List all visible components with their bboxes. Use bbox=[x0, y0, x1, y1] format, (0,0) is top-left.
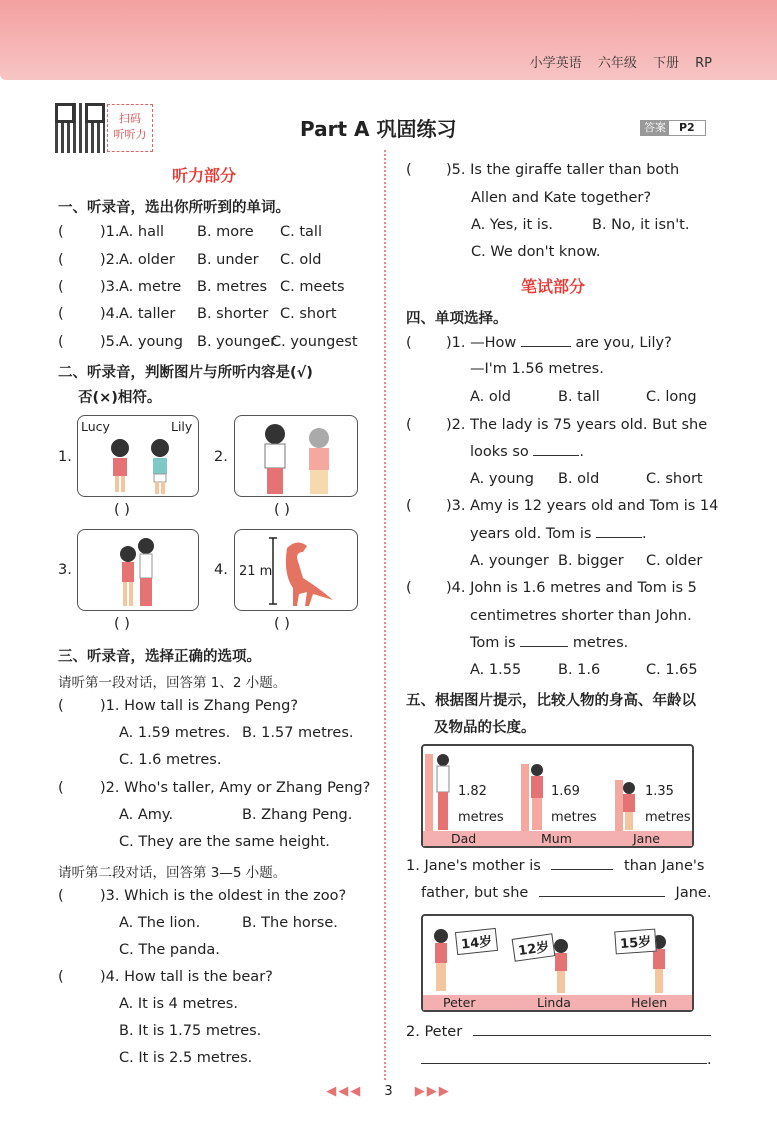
age-sign: 12岁 bbox=[512, 933, 556, 961]
column-divider bbox=[384, 150, 386, 1080]
s1-option: A. hall bbox=[119, 224, 165, 240]
label-lucy: Lucy bbox=[81, 419, 110, 434]
s4-q2-c: C. short bbox=[646, 471, 703, 487]
s4-q1-c: C. long bbox=[646, 389, 697, 405]
s4-q4-a: A. 1.55 bbox=[470, 662, 522, 678]
s1-paren[interactable]: ( bbox=[58, 334, 64, 350]
s2-title-1: 二、听录音，判断图片与所听内容是(√) bbox=[58, 365, 313, 381]
height-unit: metres bbox=[458, 810, 504, 825]
s5-q2-blank2[interactable] bbox=[421, 1063, 707, 1064]
pic-num: 1. bbox=[58, 449, 72, 465]
s4-q2-a: A. young bbox=[470, 471, 534, 487]
s4-q2-text-b: . bbox=[579, 444, 584, 460]
pic-num: 3. bbox=[58, 562, 72, 578]
s4-q1-text-b: are you, Lily? bbox=[575, 335, 672, 351]
picture-3 bbox=[77, 529, 199, 611]
page-footer bbox=[0, 1084, 777, 1099]
s5-title-2: 及物品的长度。 bbox=[434, 720, 536, 736]
height-value: 1.69 bbox=[551, 784, 580, 799]
s4-q3-a: A. younger bbox=[470, 553, 549, 569]
s3-q3: )3. Which is the oldest in the zoo? bbox=[100, 888, 347, 904]
s3-q4-b: B. It is 1.75 metres. bbox=[119, 1023, 262, 1039]
s5-q1-text-b: than Jane's bbox=[624, 858, 705, 874]
qr-code-icon[interactable] bbox=[55, 103, 105, 153]
age-sign: 14岁 bbox=[455, 928, 498, 955]
person-name: Linda bbox=[537, 995, 571, 1010]
height-unit: metres bbox=[551, 810, 597, 825]
s4-q4-text-a: Tom is bbox=[470, 635, 516, 651]
age-picture bbox=[421, 914, 694, 1012]
s1-option: A. taller bbox=[119, 306, 176, 322]
s3-q4-a: A. It is 4 metres. bbox=[119, 996, 238, 1012]
s3-q3-b: B. The horse. bbox=[242, 915, 338, 931]
picture-2 bbox=[234, 415, 358, 497]
s5-q1-line2 bbox=[421, 885, 711, 901]
s3-q3-c: C. The panda. bbox=[119, 942, 220, 958]
answer-tag bbox=[640, 120, 706, 136]
s1-item-num: )4. bbox=[100, 306, 120, 322]
header-edition: RP bbox=[695, 56, 712, 71]
s1-option: B. more bbox=[197, 224, 254, 240]
s3-q2-c: C. They are the same height. bbox=[119, 834, 330, 850]
s3-q3-a: A. The lion. bbox=[119, 915, 201, 931]
s3-q4-c: C. It is 2.5 metres. bbox=[119, 1050, 253, 1066]
pic-answer-paren[interactable]: ( ) bbox=[274, 502, 290, 518]
s5-q1-blank1[interactable] bbox=[551, 869, 613, 870]
s4-q3-b: B. bigger bbox=[558, 553, 624, 569]
s4-q2-text-a: looks so bbox=[470, 444, 529, 460]
height-unit: metres bbox=[645, 810, 691, 825]
person-name: Helen bbox=[631, 995, 668, 1010]
s4-q2-line2 bbox=[470, 444, 584, 460]
header-info bbox=[518, 52, 712, 71]
s3-q1-a: A. 1.59 metres. bbox=[119, 725, 231, 741]
s3-q2-a: A. Amy. bbox=[119, 807, 174, 823]
answer-page: P2 bbox=[679, 121, 695, 134]
s3-paren[interactable]: ( bbox=[58, 888, 64, 904]
s4-q1-text-a: )1. —How bbox=[446, 335, 517, 351]
s4-q1-blank[interactable] bbox=[521, 346, 571, 347]
s4-q3-text-b: . bbox=[642, 526, 647, 542]
s4-q4-b: B. 1.6 bbox=[558, 662, 601, 678]
s3-q5-b: B. No, it isn't. bbox=[592, 217, 690, 233]
s5-q1-blank2[interactable] bbox=[539, 896, 665, 897]
s4-q3-text-a: years old. Tom is bbox=[470, 526, 592, 542]
person-name: Dad bbox=[451, 831, 477, 846]
s3-paren[interactable]: ( bbox=[406, 162, 412, 178]
s4-q4-line2: centimetres shorter than John. bbox=[470, 608, 692, 624]
s4-q4-text-b: metres. bbox=[572, 635, 629, 651]
dino-height: 21 m bbox=[239, 564, 273, 579]
person-name: Peter bbox=[443, 995, 476, 1010]
s1-option: A. young bbox=[119, 334, 183, 350]
picture-1 bbox=[77, 415, 199, 497]
prev-arrows-icon[interactable]: ◀◀◀ bbox=[326, 1084, 363, 1099]
s5-q2-line2: . bbox=[421, 1052, 712, 1068]
s1-option: B. shorter bbox=[197, 306, 269, 322]
s3-q2: )2. Who's taller, Amy or Zhang Peng? bbox=[100, 780, 371, 796]
s1-item-num: )2. bbox=[100, 252, 120, 268]
s1-option: B. metres bbox=[197, 279, 268, 295]
s5-title-1: 五、根据图片提示，比较人物的身高、年龄以 bbox=[406, 693, 696, 709]
kids-illustration bbox=[78, 530, 198, 610]
height-value: 1.35 bbox=[645, 784, 674, 799]
header-grade: 六年级 bbox=[597, 56, 637, 71]
header-term: 下册 bbox=[652, 56, 679, 71]
s5-q1-text-d: Jane. bbox=[675, 885, 712, 901]
s4-q1-line2: —I'm 1.56 metres. bbox=[470, 361, 604, 377]
s1-paren[interactable]: ( bbox=[58, 279, 64, 295]
qr-label-line2: 听听力 bbox=[113, 128, 147, 141]
s3-q5-line1: )5. Is the giraffe taller than both bbox=[446, 162, 680, 178]
written-heading: 笔试部分 bbox=[521, 277, 586, 296]
s1-option: B. younger bbox=[197, 334, 277, 350]
s1-title: 一、听录音，选出你所听到的单词。 bbox=[58, 200, 290, 216]
s5-q2-blank1[interactable] bbox=[473, 1035, 711, 1036]
page-title: Part A 巩固练习 bbox=[300, 117, 457, 141]
s5-q2-text: 2. Peter bbox=[406, 1024, 463, 1040]
s4-title: 四、单项选择。 bbox=[406, 311, 508, 327]
s3-q5-line2: Allen and Kate together? bbox=[471, 190, 652, 206]
s3-q1-b: B. 1.57 metres. bbox=[242, 725, 354, 741]
s3-q4: )4. How tall is the bear? bbox=[100, 969, 273, 985]
s4-q4-c: C. 1.65 bbox=[646, 662, 698, 678]
s1-option: C. short bbox=[280, 306, 337, 322]
s1-option: A. metre bbox=[119, 279, 182, 295]
pic-answer-paren[interactable]: ( ) bbox=[114, 616, 130, 632]
label-lily: Lily bbox=[171, 419, 193, 434]
s3-paren[interactable]: ( bbox=[58, 969, 64, 985]
s4-q4-line3 bbox=[470, 635, 628, 651]
s4-paren[interactable]: ( bbox=[406, 417, 412, 433]
s3-title: 三、听录音，选择正确的选项。 bbox=[58, 649, 261, 665]
s5-q2 bbox=[406, 1024, 711, 1040]
s3-note2: 请听第二段对话，回答第 3—5 小题。 bbox=[58, 865, 287, 881]
s3-q1: )1. How tall is Zhang Peng? bbox=[100, 698, 299, 714]
s3-q1-c: C. 1.6 metres. bbox=[119, 752, 222, 768]
s4-q3-c: C. older bbox=[646, 553, 703, 569]
s5-q1-text-a: 1. Jane's mother is bbox=[406, 858, 541, 874]
s4-q2-blank[interactable] bbox=[533, 455, 579, 456]
s4-q2-line1: )2. The lady is 75 years old. But she bbox=[446, 417, 708, 433]
age-sign: 15岁 bbox=[614, 929, 657, 955]
couple-illustration bbox=[235, 416, 357, 496]
s1-option: C. meets bbox=[280, 279, 345, 295]
pic-answer-paren[interactable]: ( ) bbox=[114, 502, 130, 518]
s5-q1-text-c: father, but she bbox=[421, 885, 529, 901]
s1-option: B. under bbox=[197, 252, 259, 268]
s1-option: C. old bbox=[280, 252, 322, 268]
s1-item-num: )5. bbox=[100, 334, 120, 350]
s1-paren[interactable]: ( bbox=[58, 252, 64, 268]
next-arrows-icon[interactable]: ▶▶▶ bbox=[414, 1084, 451, 1099]
s3-note1: 请听第一段对话，回答第 1、2 小题。 bbox=[58, 675, 287, 691]
s4-q2-b: B. old bbox=[558, 471, 600, 487]
page-number: 3 bbox=[384, 1084, 393, 1099]
s1-option: A. older bbox=[119, 252, 175, 268]
s3-q2-b: B. Zhang Peng. bbox=[242, 807, 353, 823]
person-name: Mum bbox=[541, 831, 572, 846]
pic-num: 4. bbox=[214, 562, 228, 578]
s5-q1-line1 bbox=[406, 858, 704, 874]
s1-item-num: )1. bbox=[100, 224, 120, 240]
s4-q4-blank[interactable] bbox=[520, 646, 568, 647]
s1-option: C. tall bbox=[280, 224, 322, 240]
s4-paren[interactable]: ( bbox=[406, 498, 412, 514]
s3-paren[interactable]: ( bbox=[58, 698, 64, 714]
height-picture bbox=[421, 744, 694, 848]
name-bar bbox=[423, 831, 692, 846]
s3-q5-c: C. We don't know. bbox=[471, 244, 601, 260]
s4-q1-line1 bbox=[446, 335, 672, 351]
s1-item-num: )3. bbox=[100, 279, 120, 295]
s3-paren[interactable]: ( bbox=[58, 780, 64, 796]
s4-q3-blank[interactable] bbox=[596, 537, 642, 538]
page-header bbox=[0, 0, 777, 80]
s3-q5-a: A. Yes, it is. bbox=[471, 217, 554, 233]
s4-paren[interactable]: ( bbox=[406, 335, 412, 351]
s4-paren[interactable]: ( bbox=[406, 580, 412, 596]
s1-paren[interactable]: ( bbox=[58, 306, 64, 322]
s4-q1-a: A. old bbox=[470, 389, 511, 405]
qr-label bbox=[107, 104, 153, 152]
name-bar bbox=[423, 995, 692, 1010]
s1-option: C. youngest bbox=[271, 334, 358, 350]
pic-answer-paren[interactable]: ( ) bbox=[274, 616, 290, 632]
pic-num: 2. bbox=[214, 449, 228, 465]
s2-title-2: 否(×)相符。 bbox=[78, 390, 162, 406]
s4-q1-b: B. tall bbox=[558, 389, 600, 405]
s4-q3-line1: )3. Amy is 12 years old and Tom is 14 bbox=[446, 498, 719, 514]
listening-heading: 听力部分 bbox=[172, 166, 237, 185]
picture-4 bbox=[234, 529, 358, 611]
qr-label-line1: 扫码 bbox=[119, 112, 141, 125]
s4-q3-line2 bbox=[470, 526, 647, 542]
s4-q4-line1: )4. John is 1.6 metres and Tom is 5 bbox=[446, 580, 697, 596]
height-value: 1.82 bbox=[458, 784, 487, 799]
answer-label: 答案 bbox=[641, 121, 669, 135]
s1-paren[interactable]: ( bbox=[58, 224, 64, 240]
header-subject: 小学英语 bbox=[529, 56, 582, 71]
person-name: Jane bbox=[633, 831, 660, 846]
